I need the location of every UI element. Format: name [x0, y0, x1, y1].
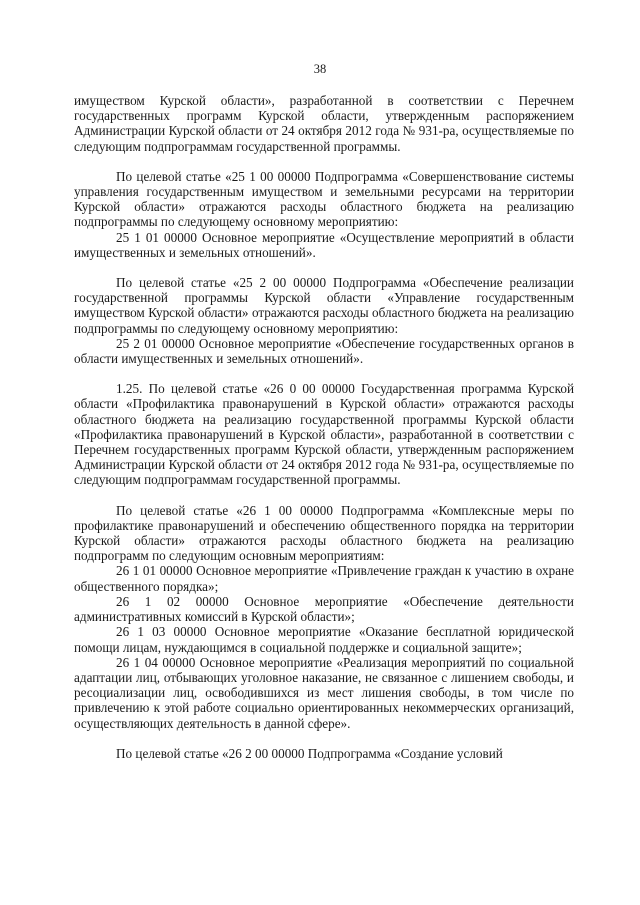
paragraph-activity-26-1-03: 26 1 03 00000 Основное мероприятие «Оказание бесплатной юридической помощи лицам, нуждающимся в социальной поддержке и социальной защите»; [74, 624, 574, 655]
paragraph-activity-26-1-02: 26 1 02 00000 Основное мероприятие «Обеспечение деятельности административных комиссий в Курской области»; [74, 593, 574, 625]
paragraph-activity-26-1-01: 26 1 01 00000 Основное мероприятие «Привлечение граждан к участию в охране общественного порядка»; [74, 563, 574, 594]
paragraph-subprogram-26-1: По целевой статье «26 1 00 00000 Подпрограмма «Комплексные меры по профилактике правонарушений и обеспечению общественного порядка на территории Курской области» отражаются расходы областного бюджета на реализацию подпрограмм по следующим основным мероприятиям: [74, 502, 574, 564]
paragraph-activity-26-1-04: 26 1 04 00000 Основное мероприятие «Реализация мероприятий по социальной адаптации лиц, отбывающих уголовное наказание, не связанное с лишением свободы, и ресоциализации лиц, освободившихся из мест лишения свободы, в том числе по привлечению к этой работе социально ориентированных некоммерческих организаций, осуществляющих деятельность в данной сфере». [74, 654, 574, 731]
paragraph-continuation: имуществом Курской области», разработанной в соответствии с Перечнем государственных программ Курской области, утвержденным распоряжением Администрации Курской области от 24 октября 2012 года № 931-ра, осуществляемые по следующим подпрограммам государственной программы. [74, 93, 574, 154]
page-number: 38 [313, 62, 327, 76]
paragraph-activity-25-1-01: 25 1 01 00000 Основное мероприятие «Осуществление мероприятий в области имущественных и земельных отношений». [74, 229, 574, 260]
document-body [74, 93, 574, 761]
paragraph-subprogram-26-2: По целевой статье «26 2 00 00000 Подпрограмма «Создание условий [116, 745, 503, 761]
paragraph-section-1-25: 1.25. По целевой статье «26 0 00 00000 Государственная программа Курской области «Профилактика правонарушений в Курской области» отражаются расходы областного бюджета на реализацию государственной программы Курской области «Профилактика правонарушений в Курской области», разработанной в соответствии с Перечнем государственных программ Курской области, утвержденным распоряжением Администрации Курской области от 24 октября 2012 года № 931-ра, осуществляемые по следующим подпрограммам государственной программы. [74, 381, 574, 488]
paragraph-subprogram-25-1: По целевой статье «25 1 00 00000 Подпрограмма «Совершенствование системы управления государственным имуществом и земельными ресурсами на территории Курской области» отражаются расходы областного бюджета на реализацию подпрограммы по следующему основному мероприятию: [74, 168, 574, 230]
paragraph-subprogram-25-2: По целевой статье «25 2 00 00000 Подпрограмма «Обеспечение реализации государственной программы Курской области «Управление государственным имуществом Курской области» отражаются расходы областного бюджета на реализацию подпрограммы по следующему основному мероприятию: [74, 275, 574, 336]
paragraph-activity-25-2-01: 25 2 01 00000 Основное мероприятие «Обеспечение государственных органов в области имущественных и земельных отношений». [74, 335, 574, 367]
